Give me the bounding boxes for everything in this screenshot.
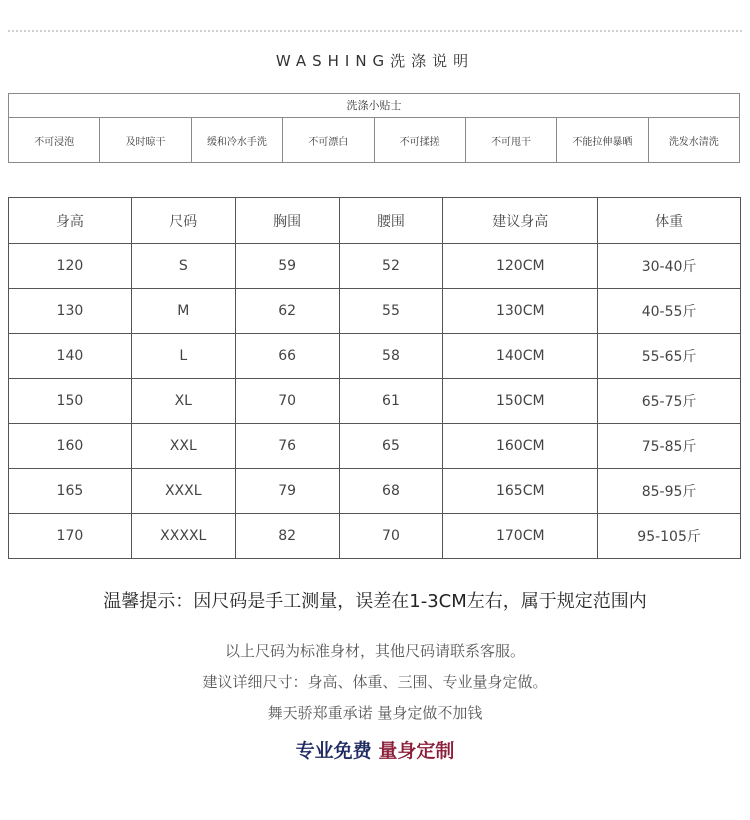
cell-chest: 79	[235, 469, 339, 514]
dotted-divider	[8, 30, 742, 32]
cell-waist: 61	[339, 379, 443, 424]
washing-tips-header: 洗涤小贴士	[9, 94, 739, 118]
cell-waist: 52	[339, 244, 443, 289]
cell-weight: 65-75斤	[598, 379, 741, 424]
cell-suggested-height: 160CM	[443, 424, 598, 469]
header-suggested-height: 建议身高	[443, 198, 598, 244]
wash-tip-item: 缓和冷水手洗	[192, 118, 283, 163]
cell-size: XXXL	[131, 469, 235, 514]
size-table-header-row	[9, 198, 741, 244]
cell-height: 150	[9, 379, 132, 424]
cell-suggested-height: 165CM	[443, 469, 598, 514]
cell-size: M	[131, 289, 235, 334]
table-row	[9, 289, 741, 334]
cell-waist: 70	[339, 514, 443, 559]
cell-weight: 40-55斤	[598, 289, 741, 334]
wash-tip-item: 不可漂白	[283, 118, 374, 163]
cell-chest: 70	[235, 379, 339, 424]
cell-height: 160	[9, 424, 132, 469]
cell-height: 165	[9, 469, 132, 514]
cell-waist: 65	[339, 424, 443, 469]
wash-tip-item: 不可甩干	[466, 118, 557, 163]
washing-tips-box	[8, 93, 740, 163]
cell-weight: 75-85斤	[598, 424, 741, 469]
cell-weight: 85-95斤	[598, 469, 741, 514]
table-row	[9, 424, 741, 469]
info-line: 以上尺码为标准身材，其他尺码请联系客服。	[224, 642, 525, 660]
info-line: 舞天骄郑重承诺 量身定做不加钱	[267, 704, 483, 722]
cell-height: 170	[9, 514, 132, 559]
cell-waist: 55	[339, 289, 443, 334]
slogan	[0, 736, 750, 763]
table-row	[9, 379, 741, 424]
page-title: WASHING洗涤说明	[275, 52, 475, 70]
header-height: 身高	[9, 198, 132, 244]
cell-waist: 58	[339, 334, 443, 379]
cell-suggested-height: 140CM	[443, 334, 598, 379]
cell-height: 140	[9, 334, 132, 379]
wash-tip-item: 不可揉搓	[375, 118, 466, 163]
cell-chest: 82	[235, 514, 339, 559]
cell-height: 120	[9, 244, 132, 289]
header-size: 尺码	[131, 198, 235, 244]
slogan-part-2: 量身定制	[378, 740, 455, 762]
wash-tip-item: 洗发水清洗	[668, 137, 719, 148]
cell-weight: 95-105斤	[598, 514, 741, 559]
table-row	[9, 514, 741, 559]
size-table	[8, 197, 741, 559]
cell-size: XXXXL	[131, 514, 235, 559]
wash-tip-item: 不可浸泡	[9, 118, 100, 163]
cell-weight: 55-65斤	[598, 334, 741, 379]
cell-suggested-height: 120CM	[443, 244, 598, 289]
header-chest: 胸围	[235, 198, 339, 244]
cell-weight: 30-40斤	[598, 244, 741, 289]
table-row	[9, 469, 741, 514]
cell-chest: 62	[235, 289, 339, 334]
wash-tip-item: 不能拉伸暴晒	[557, 118, 648, 163]
cell-suggested-height: 130CM	[443, 289, 598, 334]
cell-height: 130	[9, 289, 132, 334]
slogan-part-1: 专业免费	[295, 740, 372, 762]
cell-chest: 59	[235, 244, 339, 289]
header-waist: 腰围	[339, 198, 443, 244]
table-row	[9, 334, 741, 379]
table-row	[9, 244, 741, 289]
washing-tips-row	[9, 118, 739, 163]
cell-size: L	[131, 334, 235, 379]
wash-tip-item: 及时晾干	[100, 118, 191, 163]
cell-size: XL	[131, 379, 235, 424]
cell-suggested-height: 150CM	[443, 379, 598, 424]
cell-size: XXL	[131, 424, 235, 469]
measurement-notice: 温馨提示：因尺码是手工测量，误差在1-3CM左右，属于规定范围内	[103, 591, 647, 612]
cell-chest: 76	[235, 424, 339, 469]
info-line: 建议详细尺寸：身高、体重、三围、专业量身定做。	[202, 673, 548, 691]
cell-chest: 66	[235, 334, 339, 379]
cell-size: S	[131, 244, 235, 289]
cell-suggested-height: 170CM	[443, 514, 598, 559]
header-weight: 体重	[598, 198, 741, 244]
cell-waist: 68	[339, 469, 443, 514]
